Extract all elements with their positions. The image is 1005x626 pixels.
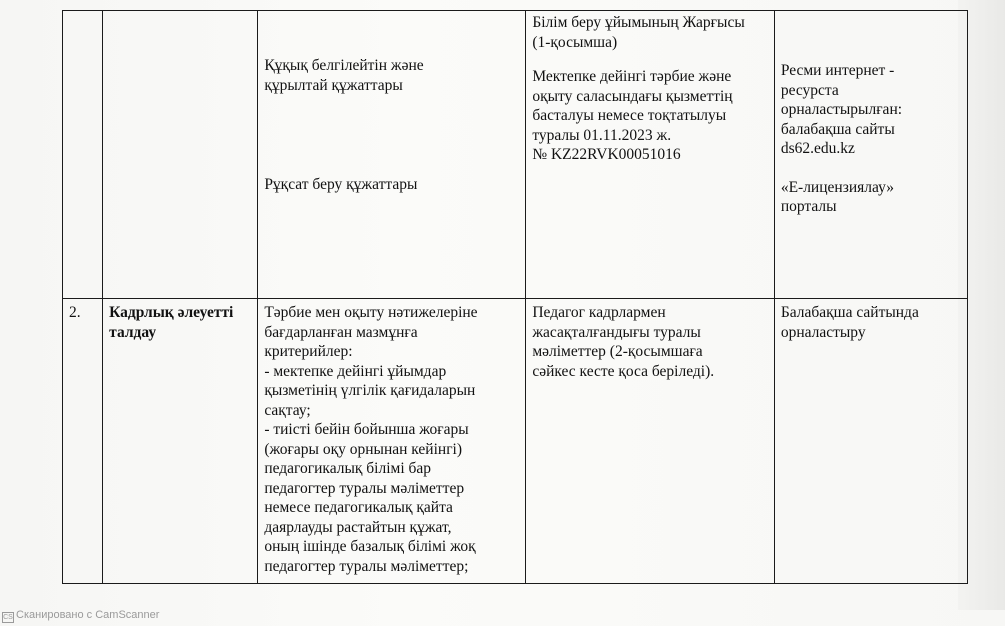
row2-evidence-cell [526,299,774,584]
criteria-text: Тәрбие мен оқыту нәтижелеріне бағдарланған мазмұнға критерийлер: - мектепке дейінгі ұйымдар қызметінің үлгілік қағидаларын сақтау; - тиісті бейін бойынша жоғары (жоғары оқу орнынан кейінгі) педагогикалық білімі бар педагогтер туралы мәліметтер немесе педагогикалық қайта даярлауды растайтын құжат, оның ішінде базалық білімі жоқ педагогтер туралы мәліметтер; [264,304,478,575]
row-number: 2. [69,304,81,321]
legal-documents-line2: құрылтай құжаттары [264,76,403,94]
staffing-info: Педагог кадрлармен жасақталғандығы туралы мәліметтер (2-қосымшаға сәйкес кесте қоса беріледі). [532,304,715,380]
table-row [63,11,968,299]
elicense-portal: «Е-лицензиялау» порталы [780,178,894,215]
staff-analysis-title: Кадрлық әлеуетті талдау [109,304,234,341]
row1-title-cell [103,11,258,299]
row1-documents-cell [258,11,526,299]
row2-number-cell [63,299,103,584]
table-row [63,299,968,584]
row2-publication-cell [774,299,967,584]
charter-reference: Білім беру ұйымының Жарғысы (1-қосымша) [532,14,745,51]
permit-documents: Рұқсат беру құжаттары [264,176,418,193]
camscanner-watermark [2,609,159,623]
row2-criteria-cell [258,299,526,584]
watermark-text: Сканировано с CamScanner [16,609,160,621]
activity-notification: Мектепке дейінгі тәрбие және оқыту саласындағы қызметтің басталуы немесе тоқтатылуы туралы 01.11.2023 ж. № KZ22RVK00051016 [532,68,733,163]
website-publication: Ресми интернет - ресурста орналастырылған: балабақша сайты ds62.edu.kz [780,62,903,157]
row1-number-cell [63,11,103,299]
camscanner-logo-icon: CS [3,614,13,621]
requirements-table [62,10,968,584]
site-publication: Балабақша сайтында орналастыру [780,304,919,341]
row2-title-cell [103,299,258,584]
legal-documents-line1: Құқық белгілейтін және [264,57,424,74]
row1-evidence-cell [526,11,774,299]
row1-publication-cell [774,11,967,299]
